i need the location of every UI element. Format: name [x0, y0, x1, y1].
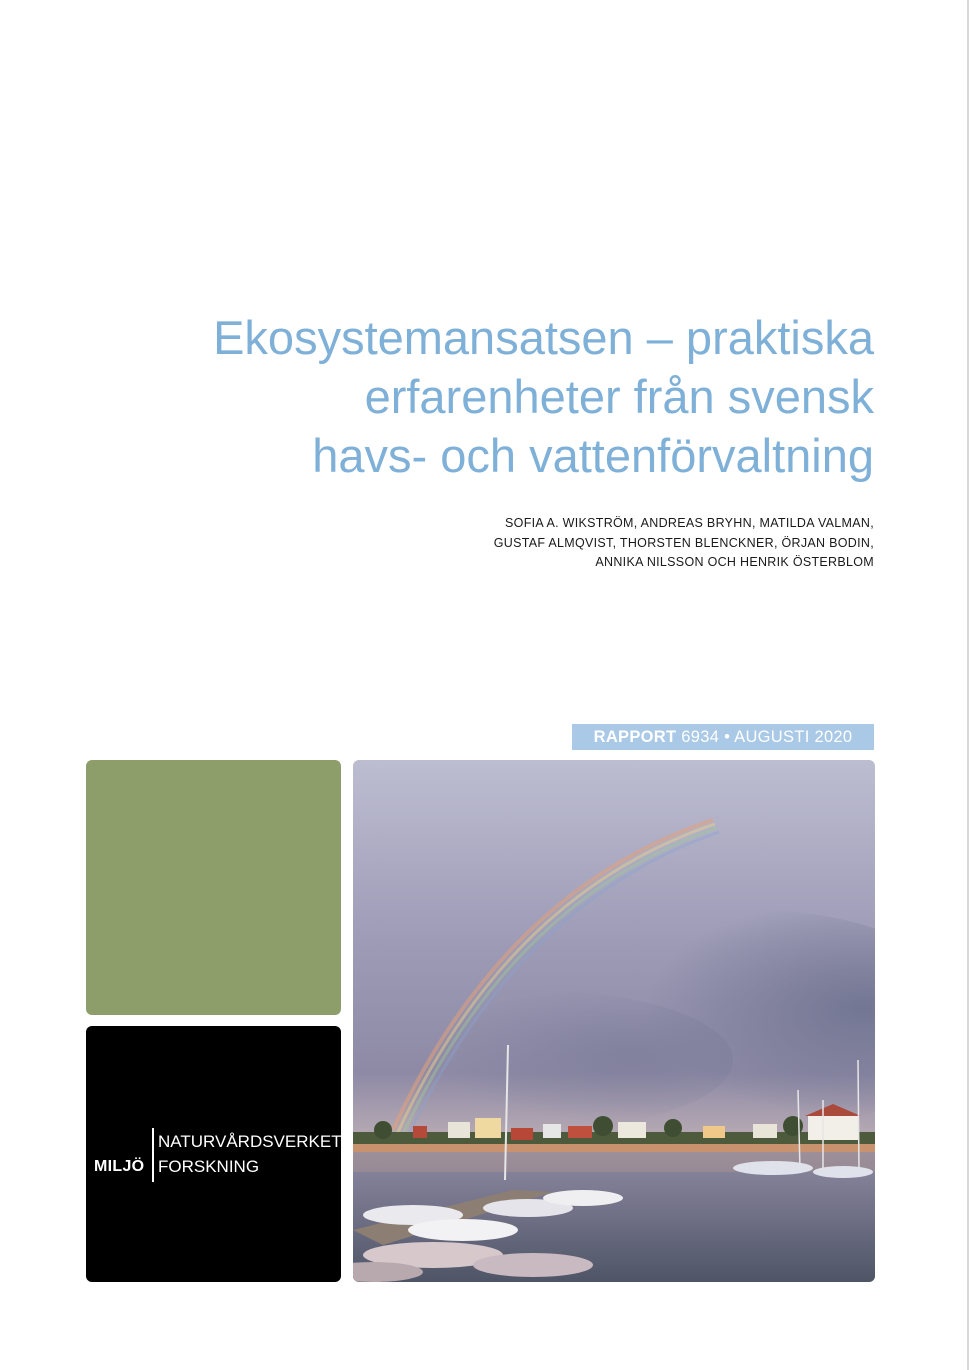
cover-photo-harbor-rainbow [353, 760, 875, 1282]
report-title [174, 308, 874, 485]
naturvardsverket-logo [94, 1128, 342, 1180]
report-number-bar [572, 724, 874, 750]
report-label: RAPPORT [593, 728, 677, 746]
authors-line-2: GUSTAF ALMQVIST, THORSTEN BLENCKNER, ÖRJAN BODIN, [493, 535, 874, 550]
logo-program: FORSKNING [158, 1157, 260, 1176]
title-line-3: havs- och vattenförvaltning [312, 429, 874, 482]
logo-block [86, 1026, 341, 1282]
report-date: AUGUSTI 2020 [734, 728, 853, 746]
report-number: 6934 [681, 728, 720, 746]
author-list [274, 514, 874, 573]
logo-agency: NATURVÅRDSVERKET [158, 1132, 342, 1151]
authors-line-1: SOFIA A. WIKSTRÖM, ANDREAS BRYHN, MATILDA VALMAN, [505, 516, 874, 530]
report-separator: • [724, 728, 731, 746]
title-line-1: Ekosystemansatsen – praktiska [213, 311, 874, 364]
logo-miljo: MILJÖ [94, 1158, 145, 1175]
authors-line-3: ANNIKA NILSSON OCH HENRIK ÖSTERBLOM [595, 555, 874, 569]
green-color-block [86, 760, 341, 1015]
logo-divider [152, 1128, 154, 1182]
title-line-2: erfarenheter från svensk [364, 370, 874, 423]
